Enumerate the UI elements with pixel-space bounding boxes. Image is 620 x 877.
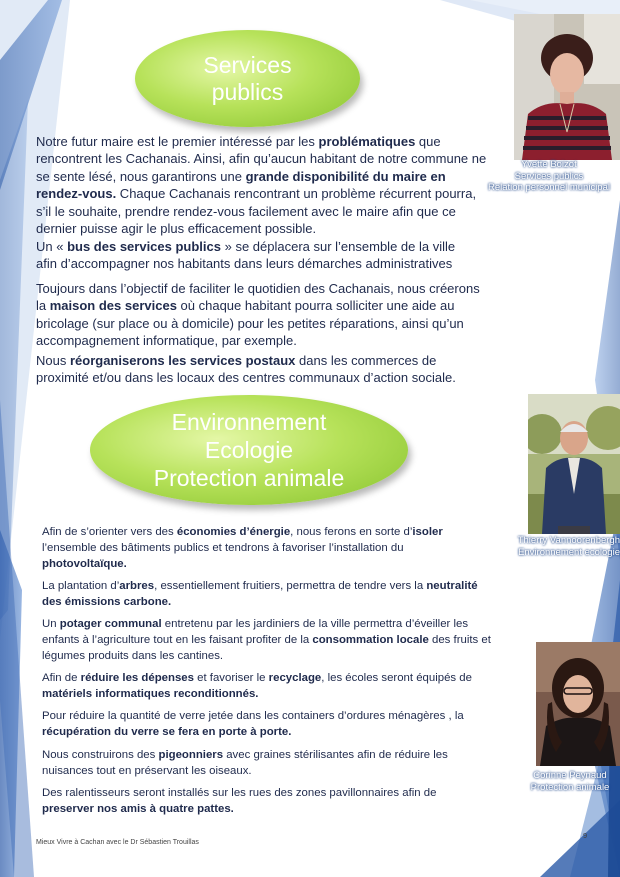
emphasized-text: arbres (119, 580, 155, 592)
text-run: , les écoles seront équipés de (321, 672, 472, 684)
person-role: Environnement ecologie (518, 546, 620, 558)
emphasized-text: matériels informatiques reconditionnés. (42, 687, 259, 700)
page-number: 9 (583, 831, 588, 840)
environnement-paragraph (42, 525, 490, 572)
person-role: Services publics (514, 170, 584, 182)
text-run: que rencontrent les Cachanais. Ainsi, afin qu’aucun habitant de notre commune ne se sente lésé, nous garantirons une (36, 134, 487, 184)
section-title-line: Protection animale (153, 465, 345, 491)
services-paragraph (36, 133, 489, 237)
text-run: , essentiellement fruitiers, permettra de tendre vers la (154, 580, 427, 592)
text-run: où chaque habitant pourra solliciter une aide au bricolage (sur place ou à domicile) pour les petites réparations, ainsi qu’un accompagnement informatique, par exemple. (36, 298, 464, 349)
caption-yvette (478, 159, 620, 194)
emphasized-text: problématiques (318, 134, 416, 149)
section-title-line: Services (203, 51, 292, 78)
text-run: Un (42, 618, 60, 630)
text-run: l’ensemble des bâtiments publics et tendrons à favoriser l’installation du (42, 541, 404, 554)
text-run: Afin de (42, 672, 81, 684)
emphasized-text: grande disponibilité du maire en rendez-vous. (36, 168, 446, 202)
emphasized-text: économies d’énergie (176, 526, 291, 538)
environnement-paragraph (42, 786, 482, 818)
emphasized-text: récupération du verre se fera en porte à porte. (42, 725, 292, 738)
section-title-line: publics (211, 78, 284, 105)
emphasized-text: isoler (412, 526, 443, 538)
section-title-line: Environnement (171, 409, 327, 435)
text-run: avec graines stérilisantes afin de réduire les nuisances tout en préservant les oiseaux. (42, 749, 448, 777)
emphasized-text: consommation locale (312, 633, 429, 646)
environnement-paragraph (42, 748, 492, 780)
services-paragraph (36, 352, 491, 387)
environnement-paragraph (42, 709, 497, 741)
emphasized-text: bus des services publics (67, 239, 221, 254)
emphasized-text: recyclage (268, 672, 322, 684)
emphasized-text: pigeonniers (158, 749, 224, 761)
emphasized-text: réorganiserons les services postaux (69, 353, 296, 368)
person-role: Protection animale (530, 781, 610, 793)
text-run: dans les commerces de proximité et/ou dans les locaux des centres communaux d’action sociale. (36, 353, 456, 386)
text-run: Notre futur maire est le premier intéressé par les (36, 134, 319, 149)
emphasized-text: potager communal (59, 618, 162, 630)
emphasized-text: preserver nos amis à quatre pattes. (42, 802, 234, 815)
text-run: Un « (36, 239, 68, 254)
environnement-paragraph (42, 617, 492, 664)
person-role: Relation personnel municipal (488, 182, 610, 193)
text-run: Des ralentisseurs seront installés sur les rues des zones pavillonnaires afin de (42, 787, 437, 799)
caption-thierry (494, 535, 620, 558)
services-paragraph (36, 280, 491, 350)
services-paragraph (36, 238, 476, 273)
text-run: Afin de s’orienter vers des (42, 526, 177, 538)
person-name: Yvette Boizot (521, 159, 577, 170)
text-run: Chaque Cachanais rencontrant un problème récurrent pourra, s’il le souhaite, prendre rendez-vous facilement avec le maire afin que ce dernier puisse agir le plus efficacement possible. (36, 186, 477, 237)
section-title-line: Ecologie (204, 437, 294, 463)
person-name: Thierry Vannoorenbergh (517, 535, 620, 546)
text-run: et favoriser le (193, 672, 269, 684)
portrait-photo-corinne (536, 642, 620, 766)
text-run: La plantation d’ (42, 580, 120, 592)
portrait-photo-yvette (514, 14, 620, 160)
text-run: Nous (36, 353, 70, 368)
text-run: Toujours dans l’objectif de faciliter le quotidien des Cachanais, nous créerons la (36, 281, 480, 314)
footer-text: Mieux Vivre à Cachan avec le Dr Sébastien Trouillas (36, 839, 199, 846)
caption-corinne (520, 770, 620, 793)
emphasized-text: neutralité des émissions carbone. (42, 580, 478, 608)
emphasized-text: réduire les dépenses (80, 672, 194, 684)
text-run: entretenu par les jardiniers de la ville permettra d’éveiller les enfants à l’agriculture tout en les faisant profiter de la (42, 618, 469, 646)
person-name: Corinne Peynaud (533, 770, 607, 781)
text-run: des fruits et légumes produits dans les cantines. (42, 633, 491, 662)
emphasized-text: photovoltaïque. (42, 557, 127, 570)
environnement-paragraph (42, 579, 482, 611)
text-run: , nous ferons en sorte d’ (290, 526, 413, 538)
text-run: » se déplacera sur l’ensemble de la ville afin d’accompagner nos habitants dans leurs démarches administratives (36, 239, 456, 272)
services-title-oval (135, 30, 360, 127)
text-run: Nous construirons des (42, 749, 159, 761)
text-run: Pour réduire la quantité de verre jetée dans les containers d’ordures ménagères , la (42, 710, 464, 722)
portrait-photo-thierry (528, 394, 620, 534)
environnement-paragraph (42, 671, 502, 703)
emphasized-text: maison des services (49, 298, 177, 314)
environnement-title-oval (90, 395, 408, 505)
